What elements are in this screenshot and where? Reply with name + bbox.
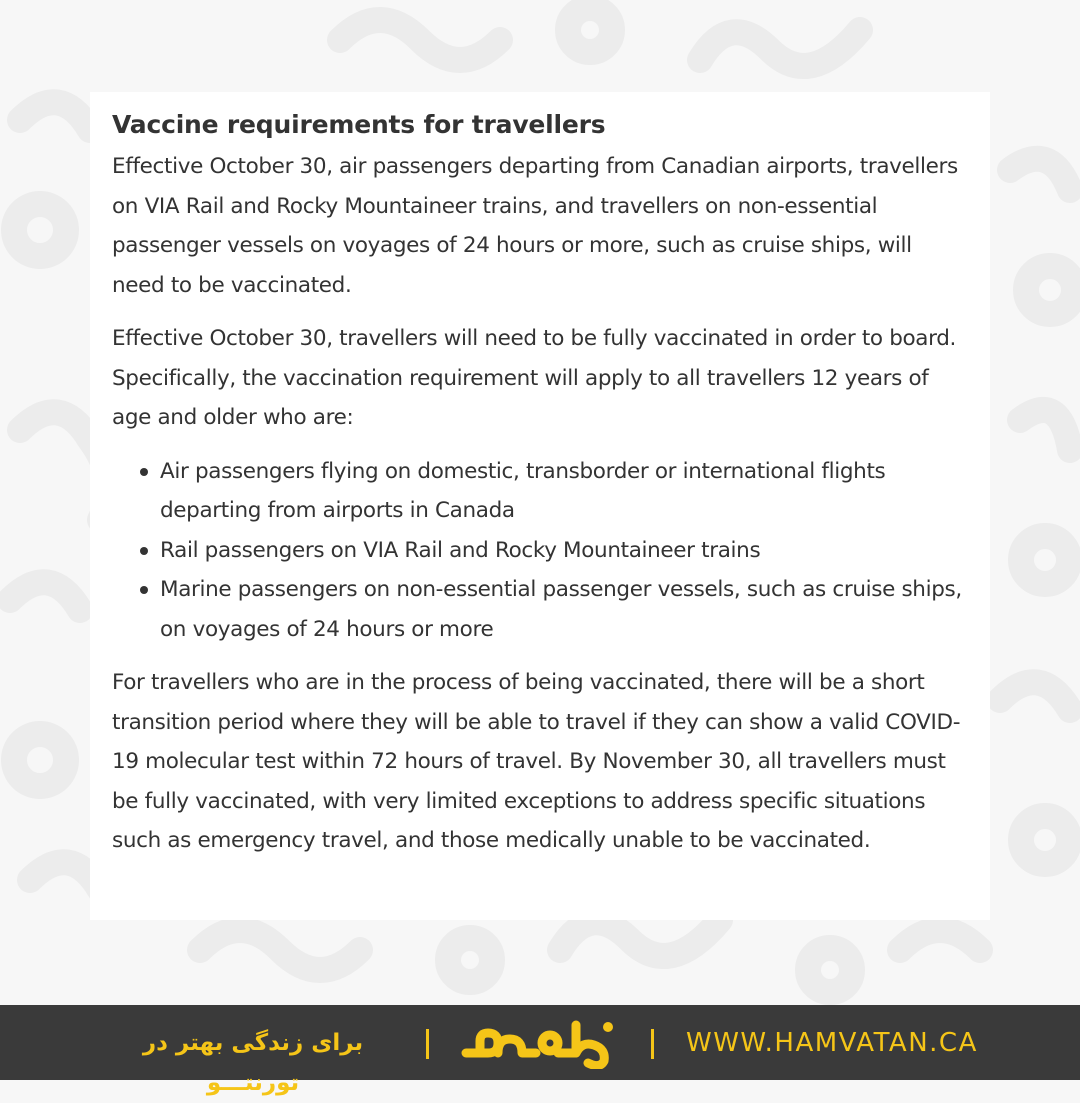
article-paragraph-3: For travellers who are in the process of being vaccinated, there will be a short transition period where they will be able to travel if they can show a valid COVID-19 molecular test within 72 hours of travel. By November 30, all travellers must be fully vaccinated, with very limited exceptions to address specific situations such as emergency travel, and those medically unable to be vaccinated. xyxy=(112,670,961,853)
footer-website: WWW.HAMVATAN.CA xyxy=(686,1028,978,1058)
bullet-icon xyxy=(140,547,148,555)
list-item-text: Air passengers flying on domestic, transborder or international flights departing from airports in Canada xyxy=(160,458,886,523)
list-item xyxy=(112,452,968,531)
article-title: Vaccine requirements for travellers xyxy=(112,110,606,139)
list-item xyxy=(112,531,968,571)
footer-tagline: برای زندگی بهتر در تورنتـــو xyxy=(142,1030,364,1096)
article-paragraph-1: Effective October 30, air passengers departing from Canadian airports, travellers on VIA Rail and Rocky Mountaineer trains, and travellers on non-essential passenger vessels on voyages of 24 hours or more, such as cruise ships, will need to be vaccinated. xyxy=(112,154,958,298)
list-item-text: Marine passengers on non-essential passenger vessels, such as cruise ships, on voyages of 24 hours or more xyxy=(160,577,962,642)
list-item xyxy=(112,570,968,649)
requirements-list xyxy=(112,452,968,650)
footer-divider xyxy=(651,1029,654,1059)
footer-divider xyxy=(426,1029,429,1059)
article-card xyxy=(90,92,990,920)
article-paragraph-2: Effective October 30, travellers will need to be fully vaccinated in order to board. Specifically, the vaccination requirement will apply to all travellers 12 years of age and older who are: xyxy=(112,326,957,430)
list-item-text: Rail passengers on VIA Rail and Rocky Mountaineer trains xyxy=(160,537,761,563)
footer-bar xyxy=(0,1005,1080,1096)
hamvatan-logo xyxy=(458,1017,624,1069)
bullet-icon xyxy=(140,586,148,594)
bullet-icon xyxy=(140,468,148,476)
